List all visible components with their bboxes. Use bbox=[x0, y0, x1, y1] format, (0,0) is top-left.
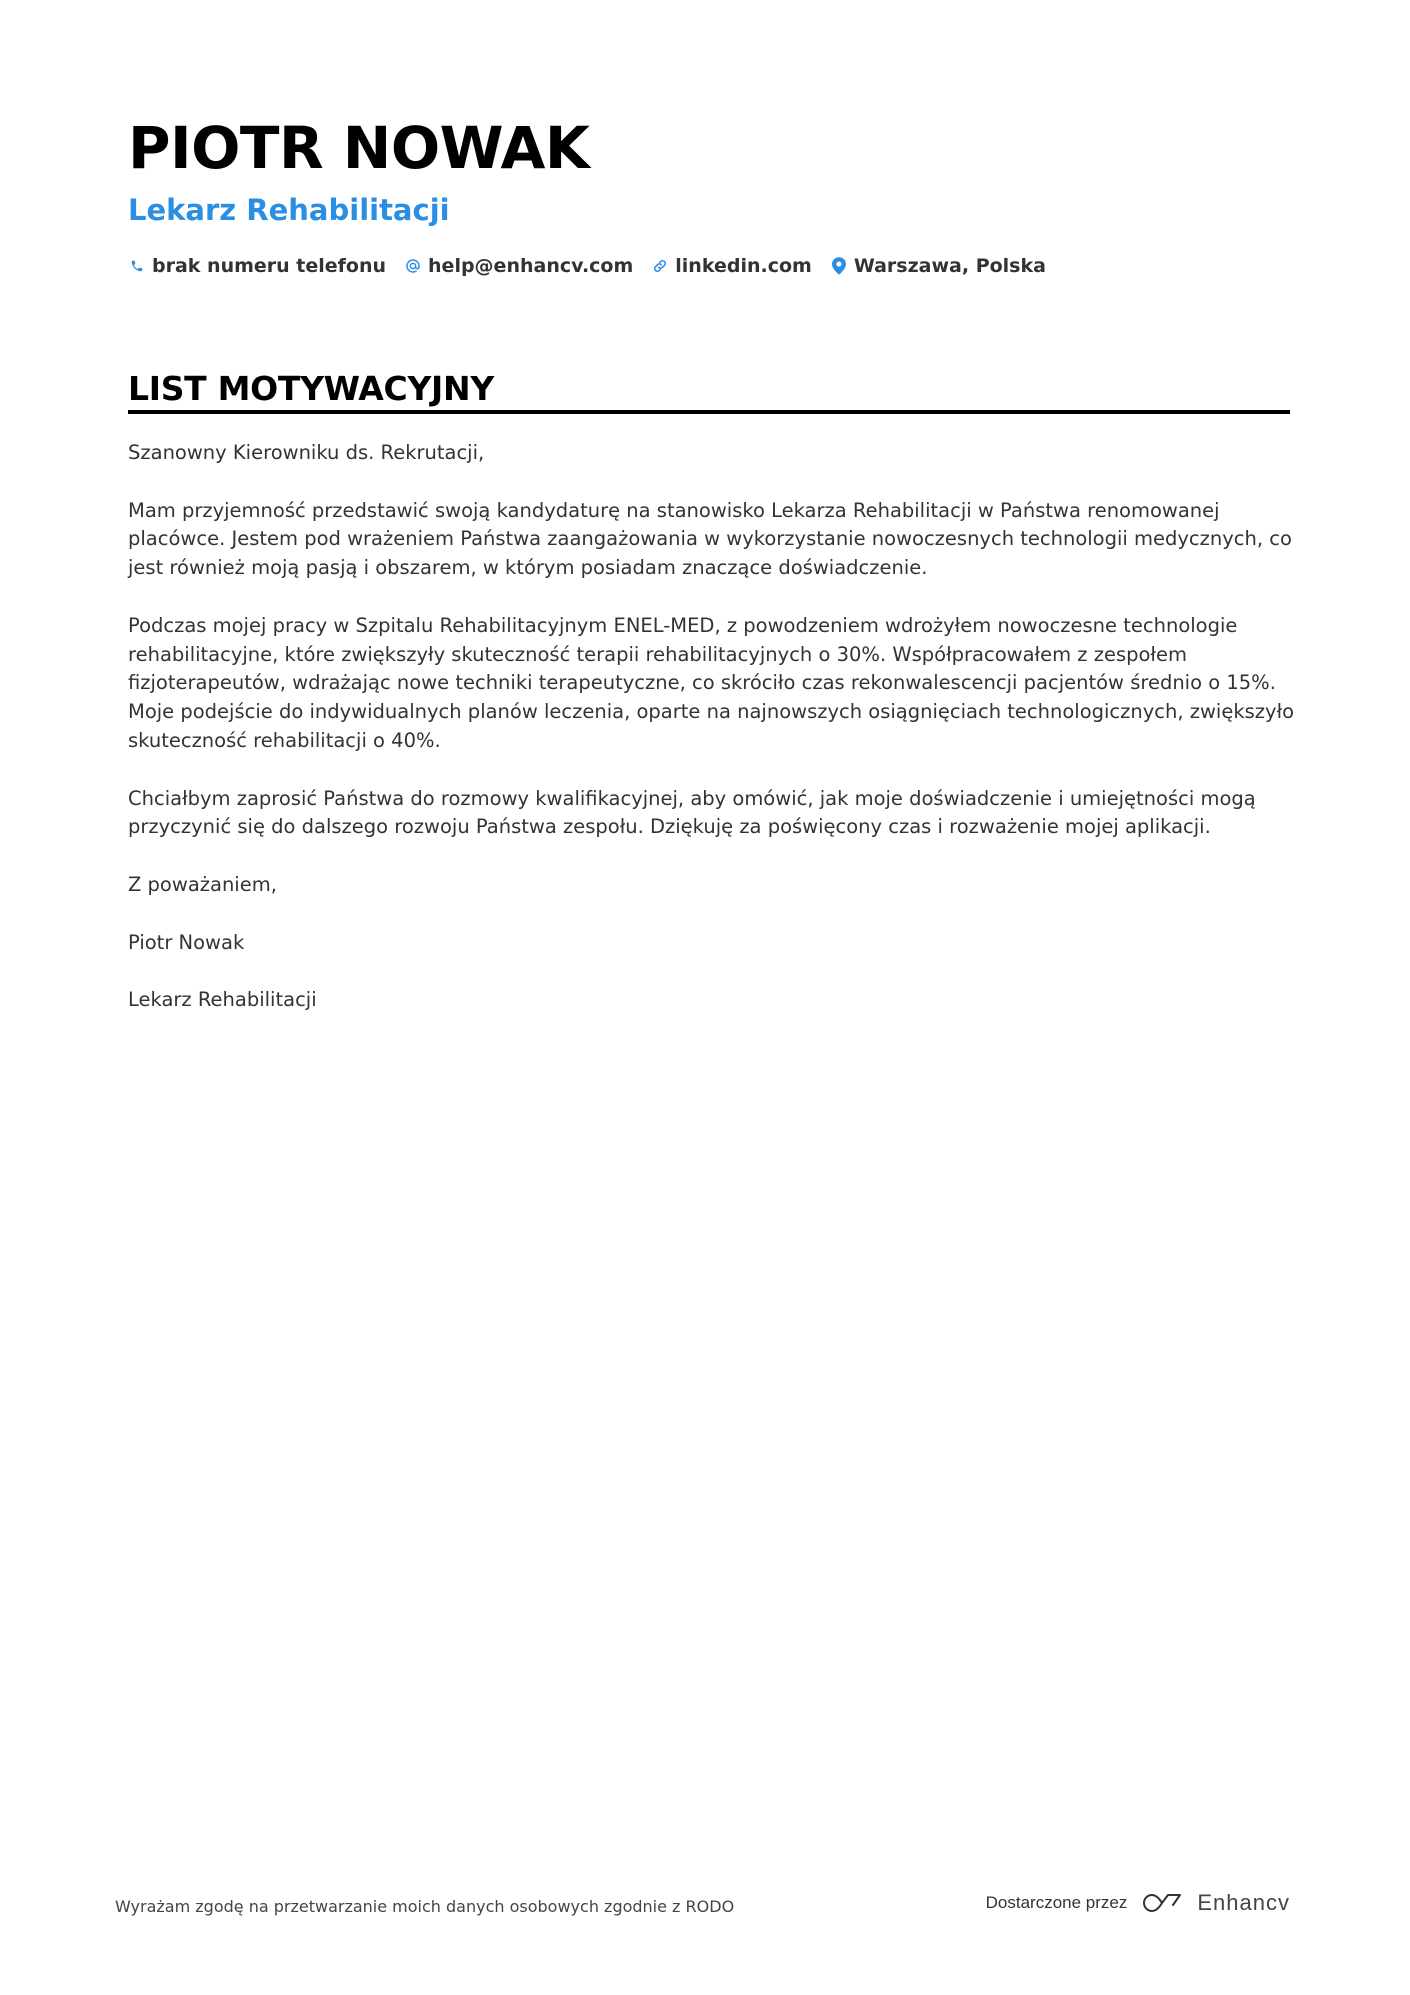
contact-link[interactable] bbox=[651, 252, 812, 280]
letter-paragraph: Chciałbym zaprosić Państwa do rozmowy kwalifikacyjnej, aby omówić, jak moje doświadczenie i umiejętności mogą przyczynić się do dalszego rozwoju Państwa zespołu. Dziękuję za poświęcony czas i rozważenie mojej aplikacji. bbox=[128, 786, 1256, 839]
provided-by-label: Dostarczone przez bbox=[985, 1893, 1128, 1912]
contact-phone bbox=[128, 252, 386, 280]
contact-email[interactable] bbox=[404, 252, 633, 280]
letter-closing: Z poważaniem, bbox=[128, 872, 277, 896]
letter-paragraph: Podczas mojej pracy w Szpitalu Rehabilitacyjnym ENEL-MED, z powodzeniem wdrożyłem nowoczesne technologie rehabilitacyjne, które zwiększyły skuteczność terapii rehabilitacyjnych o 30%. Współpracowałem z zespołem fizjoterapeutów, wdrażając nowe techniki terapeutyczne, co skróciło czas rekonwalescencji pacjentów średnio o 15%. Moje podejście do indywidualnych planów leczenia, oparte na najnowszych osiągnięciach technologicznych, zwiększyło skuteczność rehabilitacji o 40%. bbox=[128, 613, 1295, 752]
contact-link-label[interactable]: linkedin.com bbox=[675, 255, 812, 277]
candidate-role: Lekarz Rehabilitacji bbox=[128, 193, 450, 227]
section-divider bbox=[128, 410, 1290, 414]
contact-phone-label: brak numeru telefonu bbox=[152, 255, 387, 277]
footer-brand[interactable] bbox=[986, 1890, 1290, 1916]
signature-name: Piotr Nowak bbox=[128, 930, 245, 954]
link-icon bbox=[651, 255, 669, 277]
candidate-name: PIOTR NOWAK bbox=[128, 114, 590, 182]
header bbox=[128, 112, 1288, 280]
letter-body bbox=[128, 439, 1298, 1044]
signature-title: Lekarz Rehabilitacji bbox=[128, 988, 317, 1012]
at-icon bbox=[404, 255, 422, 277]
letter-paragraph: Mam przyjemność przedstawić swoją kandydaturę na stanowisko Lekarza Rehabilitacji w Państwa renomowanej placówce. Jestem pod wrażeniem Państwa zaangażowania w wykorzystanie nowoczesnych technologii medycznych, co jest również moją pasją i obszarem, w którym posiadam znaczące doświadczenie. bbox=[128, 498, 1292, 580]
enhancv-logo-icon bbox=[1139, 1891, 1185, 1915]
letter-greeting: Szanowny Kierowniku ds. Rekrutacji, bbox=[128, 441, 485, 464]
contact-location-label: Warszawa, Polska bbox=[853, 255, 1046, 277]
contact-location bbox=[830, 252, 1046, 280]
brand-name: Enhancv bbox=[1197, 1890, 1290, 1915]
location-pin-icon bbox=[830, 255, 848, 277]
contact-bar bbox=[128, 252, 1288, 280]
section-title: LIST MOTYWACYJNY bbox=[128, 369, 494, 408]
contact-email-label[interactable]: help@enhancv.com bbox=[428, 255, 634, 277]
gdpr-consent: Wyrażam zgodę na przetwarzanie moich danych osobowych zgodnie z RODO bbox=[115, 1897, 735, 1916]
phone-icon bbox=[128, 255, 146, 277]
